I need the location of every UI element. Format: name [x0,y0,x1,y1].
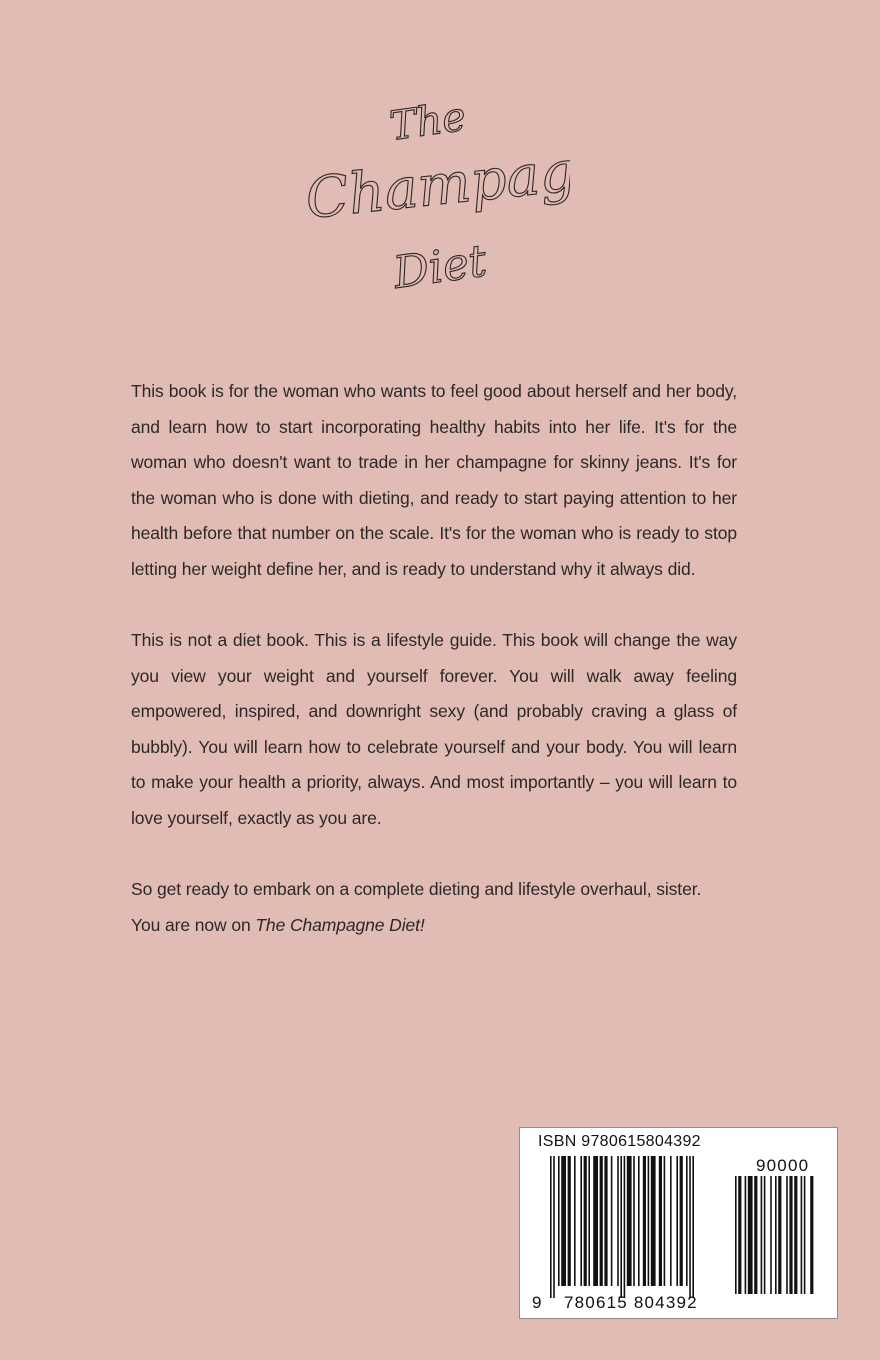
barcode-bar [789,1176,792,1294]
barcode-lead-digit: 9 [532,1293,542,1312]
barcode-bar [648,1156,650,1286]
barcode-bar [550,1156,552,1298]
isbn-barcode [519,1127,838,1319]
title-logo-script [300,80,570,320]
barcode-bar [748,1176,753,1294]
isbn-label: ISBN 9780615804392 [538,1133,701,1150]
barcode-bar [651,1156,656,1286]
barcode-bar [580,1156,582,1286]
barcode-bar [670,1156,672,1286]
barcode-bar [786,1176,788,1294]
barcode-bar [584,1156,587,1286]
barcode-bar [775,1176,777,1294]
barcode-bar [620,1156,622,1298]
blurb-paragraph-3: So get ready to embark on a complete dieting and lifestyle overhaul, sister. [131,879,702,899]
barcode-bar [553,1156,555,1298]
blurb-closing-line [131,908,737,944]
barcode-bar [745,1176,747,1294]
barcode-bar [764,1176,766,1294]
title-logo [300,80,570,320]
barcode-bar [568,1156,571,1286]
back-cover-blurb [131,374,737,979]
barcode-bar [676,1156,678,1286]
barcode-bar [735,1176,737,1294]
barcode-bar [561,1156,566,1286]
barcode-bar [754,1176,757,1294]
barcode-bar [633,1156,635,1286]
barcode-bars-addon [735,1176,819,1294]
logo-word-the: The [386,93,469,150]
barcode-bar [611,1156,613,1286]
barcode-bar [689,1156,691,1298]
barcode-bar [600,1156,603,1286]
barcode-bar [593,1156,598,1286]
barcode-bar [627,1156,632,1286]
blurb-paragraph-2: This is not a diet book. This is a lifestyle guide. This book will change the way you view your weight and yourself forever. You will walk away feeling empowered, inspired, and downright sexy (and probably craving a glass of bubbly). You will learn how to celebrate yourself and your body. You will learn to make your health a priority, always. And most importantly – you will learn to love yourself, exactly as you are. [131,630,737,828]
barcode-bar [804,1176,806,1294]
logo-word-champagne: Champagne [302,131,570,232]
barcode-bar [574,1156,576,1286]
barcode-bar [810,1176,813,1294]
barcode-addon-digits: 90000 [756,1156,810,1175]
barcode-bar [770,1176,772,1294]
barcode-bar [680,1156,683,1286]
barcode-bar [643,1156,646,1286]
closing-book-title: The Champagne Diet! [255,914,425,935]
barcode-bar [686,1156,688,1286]
barcode-bar [617,1156,619,1286]
barcode-bar [761,1176,763,1294]
barcode-bar [794,1176,797,1294]
barcode-bar [588,1156,590,1286]
barcode-bar [692,1156,694,1298]
barcode-bar [778,1176,781,1294]
barcode-bar [659,1156,662,1286]
blurb-paragraph-1: This book is for the woman who wants to feel good about herself and her body, and learn how to start incorporating healthy habits into her life. It's for the woman who doesn't want to trade in her champagne for skinny jeans. It's for the woman who is done with dieting, and ready to start paying attention to her health before that number on the scale. It's for the woman who is ready to stop letting her weight define her, and is ready to understand why it always did. [131,381,737,579]
barcode-bars-main [550,1156,722,1298]
barcode-bar [638,1156,640,1286]
barcode-bar [801,1176,803,1294]
logo-word-diet: Diet [390,235,490,299]
barcode-bar [624,1156,626,1298]
barcode-digits: 780615 804392 [564,1293,698,1312]
barcode-bar [604,1156,607,1286]
barcode-bar [738,1176,741,1294]
barcode-bar [558,1156,560,1286]
barcode-bar [664,1156,666,1286]
closing-prefix: You are now on [131,914,256,935]
